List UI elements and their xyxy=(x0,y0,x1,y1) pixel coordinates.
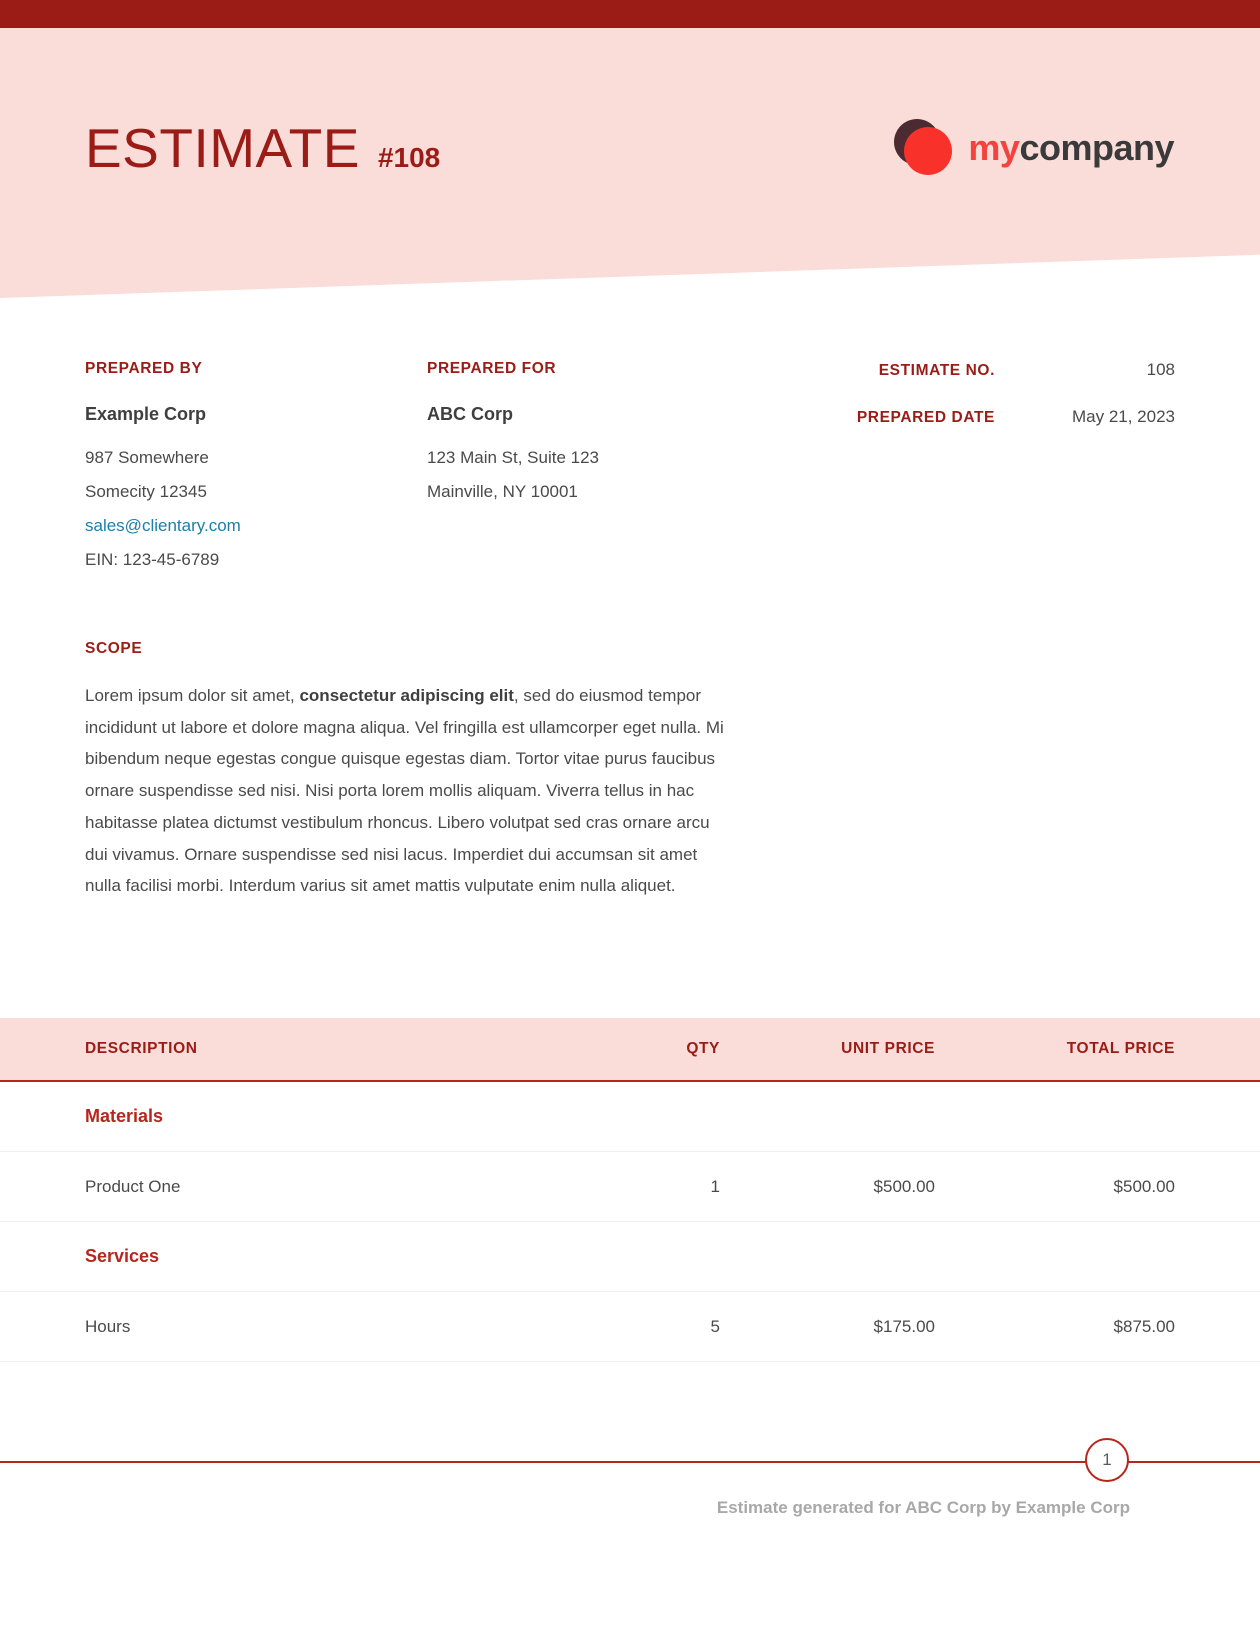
prepared-for-name: ABC Corp xyxy=(427,404,513,424)
item-unit-price: $175.00 xyxy=(873,1316,935,1336)
item-qty: 1 xyxy=(710,1176,720,1196)
table-header-row xyxy=(0,1018,1260,1082)
prepared-by-address-line-2: Somecity 12345 xyxy=(85,482,207,501)
scope-text-part-2: , sed do eiusmod tempor incididunt ut labore et dolore magna aliqua. Vel fringilla est ullamcorper eget nulla. Mi bibendum neque egestas congue quisque egestas diam. Tortor vitae purus faucibus ornare suspendisse sed nisi. Nisi porta lorem mollis aliquam. Viverra tellus in hac habitasse platea dictumst vestibulum rhoncus. Libero volutpat sed cras ornare arcu dui vivamus. Ornare suspendisse sed nisi lacus. Imperdiet dui accumsan sit amet nulla facilisi morbi. Interdum varius sit amet mattis vulputate enim nulla aliquet. xyxy=(85,686,724,896)
page-title xyxy=(85,116,441,179)
scope-section xyxy=(0,640,1260,902)
item-qty: 5 xyxy=(710,1316,720,1336)
logo-wordmark xyxy=(968,127,1174,168)
column-header-unit-price: UNIT PRICE xyxy=(841,1040,935,1057)
top-accent-bar xyxy=(0,0,1260,28)
logo-wordmark-my: my xyxy=(968,127,1020,168)
estimate-no-label: ESTIMATE NO. xyxy=(878,362,995,379)
prepared-by-block xyxy=(85,360,427,577)
item-unit-price: $500.00 xyxy=(873,1176,935,1196)
prepared-by-heading: PREPARED BY xyxy=(85,360,203,377)
footer-note: Estimate generated for ABC Corp by Example Corp xyxy=(716,1498,1130,1517)
logo-wordmark-company: company xyxy=(1019,127,1174,168)
item-description: Hours xyxy=(85,1316,131,1336)
prepared-for-block xyxy=(427,360,817,577)
column-header-total-price: TOTAL PRICE xyxy=(1066,1040,1175,1057)
scope-text-bold: consectetur adipiscing elit xyxy=(299,686,514,705)
prepared-by-email[interactable] xyxy=(85,509,427,543)
document-number-label: #108 xyxy=(377,141,441,173)
footer-divider xyxy=(0,1461,1260,1463)
parties-section xyxy=(0,360,1260,577)
column-header-qty: QTY xyxy=(686,1040,720,1057)
document-header xyxy=(0,28,1260,268)
prepared-for-address-line-1: 123 Main St, Suite 123 xyxy=(427,448,600,467)
table-row xyxy=(0,1292,1260,1362)
prepared-date-value: May 21, 2023 xyxy=(1071,407,1175,426)
column-header-description: DESCRIPTION xyxy=(85,1040,198,1057)
line-items-table xyxy=(0,1018,1260,1362)
estimate-no-row xyxy=(817,360,1175,380)
logo-circles-icon xyxy=(892,117,954,179)
prepared-date-row xyxy=(817,407,1175,427)
estimate-no-value: 108 xyxy=(1146,360,1175,379)
group-name: Services xyxy=(85,1246,160,1266)
scope-text-part-1: Lorem ipsum dolor sit amet, xyxy=(85,686,300,705)
prepared-by-ein: EIN: 123-45-6789 xyxy=(85,550,220,569)
scope-paragraph xyxy=(85,680,725,902)
prepared-for-heading: PREPARED FOR xyxy=(427,360,557,377)
prepared-by-email-link[interactable]: sales@clientary.com xyxy=(85,516,241,535)
prepared-by-name: Example Corp xyxy=(85,404,207,424)
table-group-header xyxy=(0,1082,1260,1152)
item-total-price: $875.00 xyxy=(1113,1316,1175,1336)
scope-heading: SCOPE xyxy=(85,640,143,657)
estimate-meta-block xyxy=(817,360,1175,577)
group-name: Materials xyxy=(85,1106,164,1126)
page-number-badge: 1 xyxy=(1085,1438,1129,1482)
prepared-for-address-line-2: Mainville, NY 10001 xyxy=(427,482,578,501)
item-description: Product One xyxy=(85,1176,181,1196)
table-group-header xyxy=(0,1222,1260,1292)
item-total-price: $500.00 xyxy=(1113,1176,1175,1196)
document-type-label: ESTIMATE xyxy=(85,116,360,179)
table-row xyxy=(0,1152,1260,1222)
company-logo xyxy=(892,117,1174,179)
prepared-date-label: PREPARED DATE xyxy=(856,409,995,426)
prepared-by-address-line-1: 987 Somewhere xyxy=(85,448,209,467)
